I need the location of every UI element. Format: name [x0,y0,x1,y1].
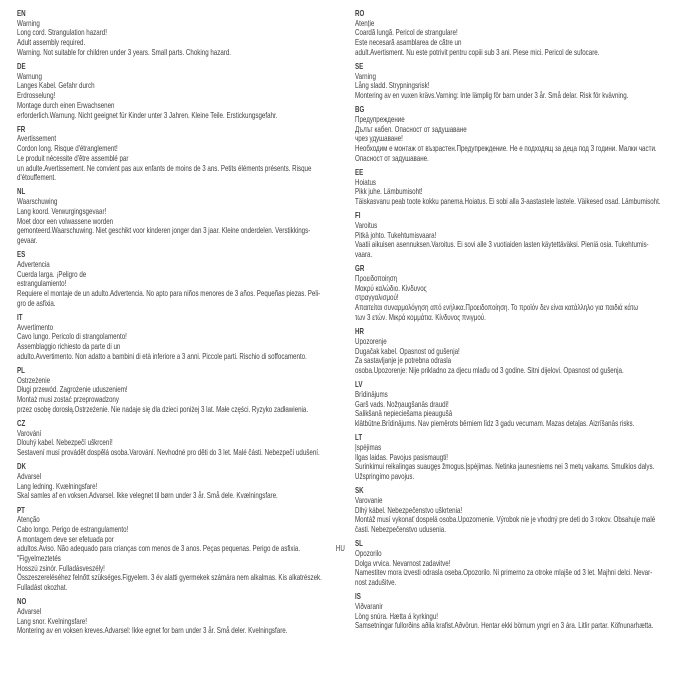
warning-text-line: Le produit nécessite d'être assemblé par [17,152,129,163]
warning-text-line: Fulladást okozhat. [17,582,68,593]
warning-text-line: Löng snúra. Hætta á kyrkingu! [355,610,439,621]
warning-text-line: estrangulamiento! [17,278,67,289]
right-column [355,9,700,635]
warning-text-line: Montáž musí vykonať dospelá osoba.Upozornenie. Výrobok nie je vhodný pre deti do 3 rokov. Obsahuje malé [355,514,656,525]
language-code-it: IT [17,311,23,322]
language-block-bg [355,105,700,163]
warning-text-line: Dugačak kabel. Opasnost od gušenja! [355,345,460,356]
language-code-ro: RO [355,8,365,18]
warning-text-line: Long cord. Strangulation hazard! [17,27,107,38]
warning-text-line: Pikk juhe. Lämbumisoht! [355,186,423,197]
warning-text-line: Samsetningar fullorðins aðila krafist.Aðvörun. Hentar ekki börnum yngri en 3 ára. Litlir partar. Köfnunarhætta. [355,620,654,631]
language-code-cz: CZ [17,417,26,428]
warning-text-line: Brīdinājums [355,388,388,399]
warning-text-line: Erdrosselung! [17,90,56,101]
warning-text-line: Warning [17,17,40,28]
warning-text-line: Hoiatus [355,176,377,187]
language-code-hr: HR [355,326,364,337]
warning-text-line: Waarschuwing [17,196,58,207]
warning-text-line: Za sastavljanje je potrebna odrasla [355,355,452,366]
warning-text-line: Moet door een volwassene worden [17,215,114,226]
warning-text-line: των 3 ετών. Μικρά κομμάτια. Κίνδυνος πνιγμού. [355,311,486,322]
language-code-is: IS [355,591,361,602]
warning-text-line: Cordon long. Risque d'étranglement! [17,143,118,154]
warning-text-line: Garš vads. Nožņaugšanās draudi! [355,398,449,409]
warning-text-line: klātbūtne.Brīdinājums. Nav piemērots bērniem līdz 3 gadu vecumam. Mazas detaļas. Aizrīšanās risks. [355,417,635,428]
warning-text-line [17,544,346,554]
language-block-is [355,592,700,631]
warning-text-line: Adult assembly required. [17,37,86,48]
language-block-fi [355,211,700,260]
warning-text-line: Μακρύ καλώδιο. Κίνδυνος [355,282,427,293]
warning-text-line: Avvertimento [17,321,54,332]
language-block-sl [355,539,700,588]
warning-text-line: Atenție [355,17,375,28]
language-code-gr: GR [355,263,365,274]
warning-text-line: adult.Avertisment. Nu este potrivit pentru copiii sub 3 ani. Piese mici. Pericol de sufocare. [355,46,600,57]
warning-text-line: Długi przewód. Zagrożenie uduszeniem! [17,384,128,395]
warning-text-line: Advarsel [17,470,42,481]
language-block-hr [355,327,700,376]
language-block-lt [355,433,700,482]
warning-text-line: Täiskasvanu peab toote kokku panema.Hoiatus. Ei sobi alla 3-aastastele lastele. Väikesed osad. Lämbumisoht. [355,196,661,207]
warning-text-line: Lang ledning. Kvælningsfare! [17,480,98,491]
warning-text-line: Este necesară asamblarea de către un [355,37,462,48]
language-code-lv: LV [355,379,363,390]
warning-text-line: Lång sladd. Strypningsrisk! [355,80,430,91]
warning-text: adultos.Aviso. Não adequado para crianças com menos de 3 anos. Peças pequenas. Perigo de asfixia. [17,543,301,554]
warning-text-line: Опасност от задушаване. [355,152,429,163]
language-code-hu-inline: HU [335,543,345,554]
language-block-sk [355,486,700,535]
language-code-pt: PT [17,504,25,515]
warning-text-line: Απαιτείται συναρμολόγηση από ενήλικα.Προειδοποίηση. Το προϊόν δεν είναι κατάλληλο για παιδιά κάτω [355,302,639,313]
warning-text-line: Atenção [17,514,40,525]
warning-text-line: Įspėjimas [355,441,382,452]
language-block-gr [355,264,700,322]
language-block-ee [355,168,700,207]
warning-text-line: Viðvaranir [355,600,383,611]
warning-text-line: časti. Nebezpečenstvo udusenia. [355,523,446,534]
language-code-nl: NL [17,186,26,197]
language-code-sk: SK [355,485,364,496]
warning-text-line: Montering av en voksen kreves.Advarsel: Ikke egnet for barn under 3 år. Små deler. Kvelningsfare. [17,625,288,636]
language-block-se [355,62,700,101]
warning-text-line: Avertissement [17,133,57,144]
language-code-en: EN [17,8,26,18]
warning-text-line: Varování [17,427,42,438]
warning-text-line: adulto.Avvertimento. Non adatto a bambini di età inferiore a 3 anni. Piccole parti. Rischio di soffocamento. [17,350,307,361]
warning-text-line: Užspringimo pavojus. [355,470,415,481]
language-code-fr: FR [17,123,26,134]
warning-text-line: Requiere el montaje de un adulto.Advertencia. No apto para niños menores de 3 años. Pequeñas piezas. Peli- [17,287,321,298]
warning-text-line: Cavo lungo. Pericolo di strangolamento! [17,331,127,342]
warning-text-line: Warning. Not suitable for children under 3 years. Small parts. Choking hazard. [17,46,232,57]
language-block-lv [355,380,700,429]
warning-text-line: d'étouffement. [17,172,56,183]
warning-text-line: Ostrzeżenie [17,374,51,385]
language-code-lt: LT [355,432,363,443]
language-code-ee: EE [355,167,364,178]
language-code-se: SE [355,61,364,72]
language-code-dk: DK [17,461,26,472]
warning-text-line: Varovanie [355,494,383,505]
warning-text-line: Dlouhý kabel. Nebezpečí uškrcení! [17,437,113,448]
warning-text-line: vaara. [355,249,373,260]
warning-text-line: Varoitus [355,220,378,231]
warning-text-line: Hosszú zsinór. Fulladásveszély! [17,562,105,573]
warning-text-line: Cabo longo. Perigo de estrangulamento! [17,523,129,534]
warning-text-line: Langes Kabel. Gefahr durch [17,80,95,91]
language-code-pl: PL [17,364,25,375]
warning-text-line: "Figyelmeztetés [17,553,61,564]
language-code-fi: FI [355,210,361,221]
warning-text-line: Lang snor. Kvelningsfare! [17,615,87,626]
warning-text-line: Dlhý kábel. Nebezpečenstvo uškrtenia! [355,504,463,515]
language-code-bg: BG [355,104,365,115]
warning-text-line: Upozorenje [355,335,387,346]
language-block-ro [355,9,700,58]
warning-text-line: Cuerda larga. ¡Peligro de [17,268,87,279]
warning-text-line: Varning [355,70,376,81]
warning-text-line: Összeszereléséhez felnőtt szükséges.Figyelem. 3 év alatti gyermekek számára nem alkalmas. Kis alkatrészek. [17,572,322,583]
warning-text-line: Warnung [17,70,42,81]
warning-text-line: Skal samles af en voksen.Advarsel. Ikke velegnet til børn under 3 år. Små dele. Kvælningsfare. [17,490,278,501]
warning-text-line: Coardă lungă. Pericol de strangulare! [355,27,458,38]
warning-text-line: Необходим е монтаж от възрастен.Предупреждение. Не е подходящ за деца под 3 години. Малки части. [355,143,657,154]
warning-text-line: przez osobę dorosłą.Ostrzeżenie. Nie nadaje się dla dzieci poniżej 3 lat. Małe części. Ryzyko zadławienia. [17,403,309,414]
warning-text-line: Advertencia [17,258,50,269]
language-code-de: DE [17,61,26,72]
warning-text-line: Surinkimui reikalingas suaugęs žmogus.Įspėjimas. Netinka jaunesniems nei 3 metų vaikams. Smulkios dalys. [355,461,655,472]
warning-text-line: gevaar. [17,234,38,245]
warning-text-line: un adulte.Avertissement. Ne convient pas aux enfants de moins de 3 ans. Petits éléments présents. Risque [17,162,312,173]
warning-text-line: Pitkä johto. Tukehtumisvaara! [355,229,437,240]
warning-text-line: Namestitev mora izvesti odrasla oseba.Opozorilo. Ni primerno za otroke mlajše od 3 let. Majhni delci. Nevar- [355,567,653,578]
warning-text-line: Vaatii aikuisen asennuksen.Varoitus. Ei sovi alle 3 vuotiaiden lasten käytettäväksi. Pieniä osia. Tukehtumis- [355,239,649,250]
language-code-es: ES [17,249,26,260]
warning-text-line: Προειδοποίηση [355,273,398,284]
warning-text-line: чрез удушаване! [355,133,403,144]
warning-text-line: Assemblaggio richiesto da parte di un [17,341,121,351]
warning-text-line: στραγγαλισμού! [355,292,399,303]
warning-text-line: gro de asfixia. [17,297,56,308]
warning-text-line: Advarsel [17,606,42,617]
warning-text-line: A montagem deve ser efetuada por [17,533,114,544]
warning-text-line: gemonteerd.Waarschuwing. Niet geschikt voor kinderen jonger dan 3 jaar. Kleine onderdelen. Verstikkings- [17,225,311,236]
warning-text-line: Предупреждение [355,114,405,125]
warning-text-line: nost zadušitve. [355,576,397,587]
warning-text-line: Salikšanā nepieciešama pieaugušā [355,408,453,419]
language-code-no: NO [17,596,27,607]
warning-text-line: Dolga vrvica. Nevarnost zadavitve! [355,557,451,568]
warning-text-line: Sestavení musí provádět dospělá osoba.Varování. Nevhodné pro děti do 3 let. Malé části. Nebezpečí udušení. [17,447,320,458]
warning-text-line: erforderlich.Warnung. Nicht geeignet für Kinder unter 3 Jahren. Kleine Teile. Erstickungsgefahr. [17,109,278,120]
warning-text-line: Дълъг кабел. Опасност от задушаване [355,123,467,134]
language-code-sl: SL [355,538,363,549]
warning-text-line: Montaż musi zostać przeprowadzony [17,394,119,405]
warning-text-line: Ilgas laidas. Pavojus pasismaugti! [355,451,449,462]
warning-text-line: Montering av en vuxen krävs.Varning: Inte lämplig för barn under 3 år. Små delar. Risk för kvävning. [355,90,629,101]
warning-text-line: Lang koord. Verwurgingsgevaar! [17,205,107,216]
warning-text-line: Opozorilo [355,547,382,558]
warning-text-line: osoba.Upozorenje: Nije prikladno za djecu mlađu od 3 godine. Sitni dijelovi. Opasnost od gušenja. [355,364,624,375]
warning-text-line: Montage durch einen Erwachsenen [17,99,115,110]
